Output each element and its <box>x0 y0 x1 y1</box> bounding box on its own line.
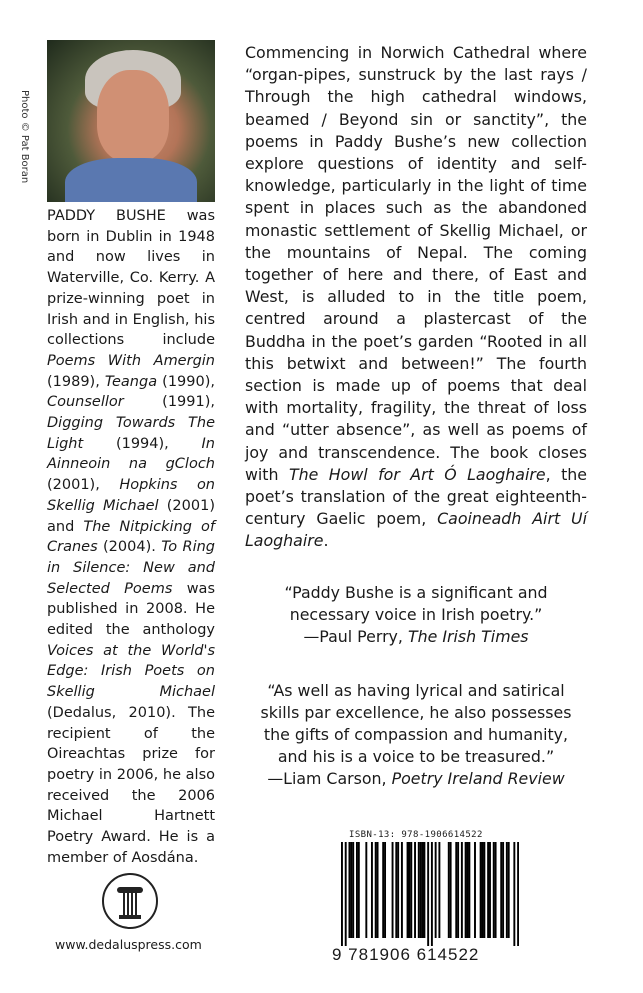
barcode-bar <box>502 842 504 938</box>
isbn-label: ISBN-13: 978-1906614522 <box>349 830 483 840</box>
barcode-bar <box>348 842 350 938</box>
barcode-bar <box>358 842 360 938</box>
barcode-bar <box>408 842 410 938</box>
barcode-bar <box>422 842 424 938</box>
barcode-bar <box>407 842 409 938</box>
barcode-bar <box>487 842 489 938</box>
book-title: The Nitpicking of Cranes <box>47 518 215 556</box>
book-title: Poems With Amergin <box>47 352 215 369</box>
book-title: To Ring in Silence: New and Selected Poems <box>47 539 216 597</box>
book-title: In Ainneoin na gCloch <box>47 435 215 473</box>
barcode-bar <box>401 842 403 938</box>
barcode-bar <box>480 842 482 938</box>
barcode-bar <box>489 842 491 938</box>
barcode-bar <box>483 842 485 938</box>
barcode-bar <box>392 842 394 938</box>
barcode-bar <box>467 842 469 938</box>
barcode-bar <box>397 842 399 938</box>
barcode-bar <box>493 842 495 938</box>
barcode-bar <box>352 842 354 938</box>
publisher-logo-icon <box>102 873 158 929</box>
barcode-bar <box>482 842 484 938</box>
barcode-bar <box>506 842 508 938</box>
barcode-bar <box>508 842 510 938</box>
barcode-bar <box>418 842 420 938</box>
review-quote: “As well as having lyrical and satirical skills par excellence, he also possesses the gifts of compassion and humanity, and his is a voice to be treasured.” —Liam Carson, Poetry Ireland Review <box>245 680 587 790</box>
barcode-bar <box>371 842 373 938</box>
barcode-bar <box>435 842 437 938</box>
review-quote: “Paddy Bushe is a significant and necessary voice in Irish poetry.” —Paul Perry, The Irish Times <box>245 582 587 648</box>
barcode-bar <box>474 842 476 938</box>
book-title: Caoineadh Airt Uí Laoghaire <box>245 509 587 551</box>
barcode-bar <box>382 842 384 938</box>
barcode-bar <box>461 842 463 938</box>
barcode-bar <box>365 842 367 938</box>
publisher-website[interactable]: www.dedaluspress.com <box>55 937 202 952</box>
barcode-bar <box>517 842 519 946</box>
barcode-bar <box>431 842 433 946</box>
barcode <box>341 842 519 946</box>
barcode-bar <box>457 842 459 938</box>
book-title: Digging Towards The Light <box>47 415 215 452</box>
barcode-bar <box>395 842 397 938</box>
barcode-bar <box>350 842 352 938</box>
author-bio: PADDY BUSHE was born in Dublin in 1948 and now lives in Waterville, Co. Kerry. A prize-winning poet in Irish and in English, his collections include Poems With Amergin (1989), Teanga (1990), Counsellor (1991), Digging Towards The Light (1994), In Ainneoin na gCloch (2001), Hopkins on Skellig Michael (2001) and The Nitpicking of Cranes (2004). To Ring in Silence: New and Selected Poems was published in 2008. He edited the anthology Voices at the World's Edge: Irish Poets on Skellig Michael (Dedalus, 2010). The recipient of the Oireachtas prize for poetry in 2006, he also received the 2006 Michael Hartnett Poetry Award. He is a member of Aosdána. <box>47 208 216 866</box>
book-title: The Howl for Art Ó Laoghaire <box>288 464 546 484</box>
barcode-bar <box>450 842 452 938</box>
barcode-bar <box>427 842 429 946</box>
barcode-bar <box>410 842 412 938</box>
photo-credit: Photo © Pat Boran <box>19 90 30 184</box>
book-title: Voices at the World's Edge: Irish Poets on Skellig Michael <box>47 642 215 701</box>
barcode-bar <box>465 842 467 938</box>
barcode-bar <box>423 842 425 938</box>
barcode-bar <box>384 842 386 938</box>
barcode-bar <box>495 842 497 938</box>
barcode-bar <box>513 842 515 946</box>
book-blurb: Commencing in Norwich Cathedral where “organ-pipes, sunstruck by the last rays / Through the high cathedral windows, beamed / Beyond sin or sanctity”, the poems in Paddy Bushe’s new collection explore questions of identity and self-knowledge, particularly in the light of time spent in places such as the abandoned monastic settlement of Skellig Michael, or the mountains of Nepal. The coming together of here and there, of East and West, is alluded to in the title poem, centred around a plastercast of the Buddha in the poet’s garden “Rooted in all this betwixt and between!” The fourth section is made up of poems that deal with mortality, fragility, the threat of loss and “utter absence”, as well as poems of joy and transcendence. The book closes with The Howl for Art Ó Laoghaire, the poet’s translation of the great eighteenth-century Gaelic poem, Caoineadh Airt Uí Laoghaire. <box>245 43 587 551</box>
barcode-bar <box>420 842 422 938</box>
book-title: Counsellor <box>47 394 124 411</box>
author-photo <box>47 40 215 202</box>
book-title: Teanga <box>104 373 158 390</box>
barcode-bar <box>455 842 457 938</box>
quote-attribution: —Liam Carson, Poetry Ireland Review <box>267 769 565 788</box>
barcode-bar <box>341 842 343 946</box>
barcode-bar <box>377 842 379 938</box>
barcode-bar <box>375 842 377 938</box>
barcode-bar <box>468 842 470 938</box>
barcode-bar <box>414 842 416 938</box>
barcode-digits: 9 781906 614522 <box>332 945 480 964</box>
barcode-bar <box>500 842 502 938</box>
barcode-bar <box>438 842 440 938</box>
barcode-bar <box>356 842 358 938</box>
barcode-bar <box>345 842 347 946</box>
quote-attribution: —Paul Perry, The Irish Times <box>303 627 529 646</box>
book-title: Hopkins on Skellig Michael <box>47 477 215 514</box>
barcode-bar <box>448 842 450 938</box>
